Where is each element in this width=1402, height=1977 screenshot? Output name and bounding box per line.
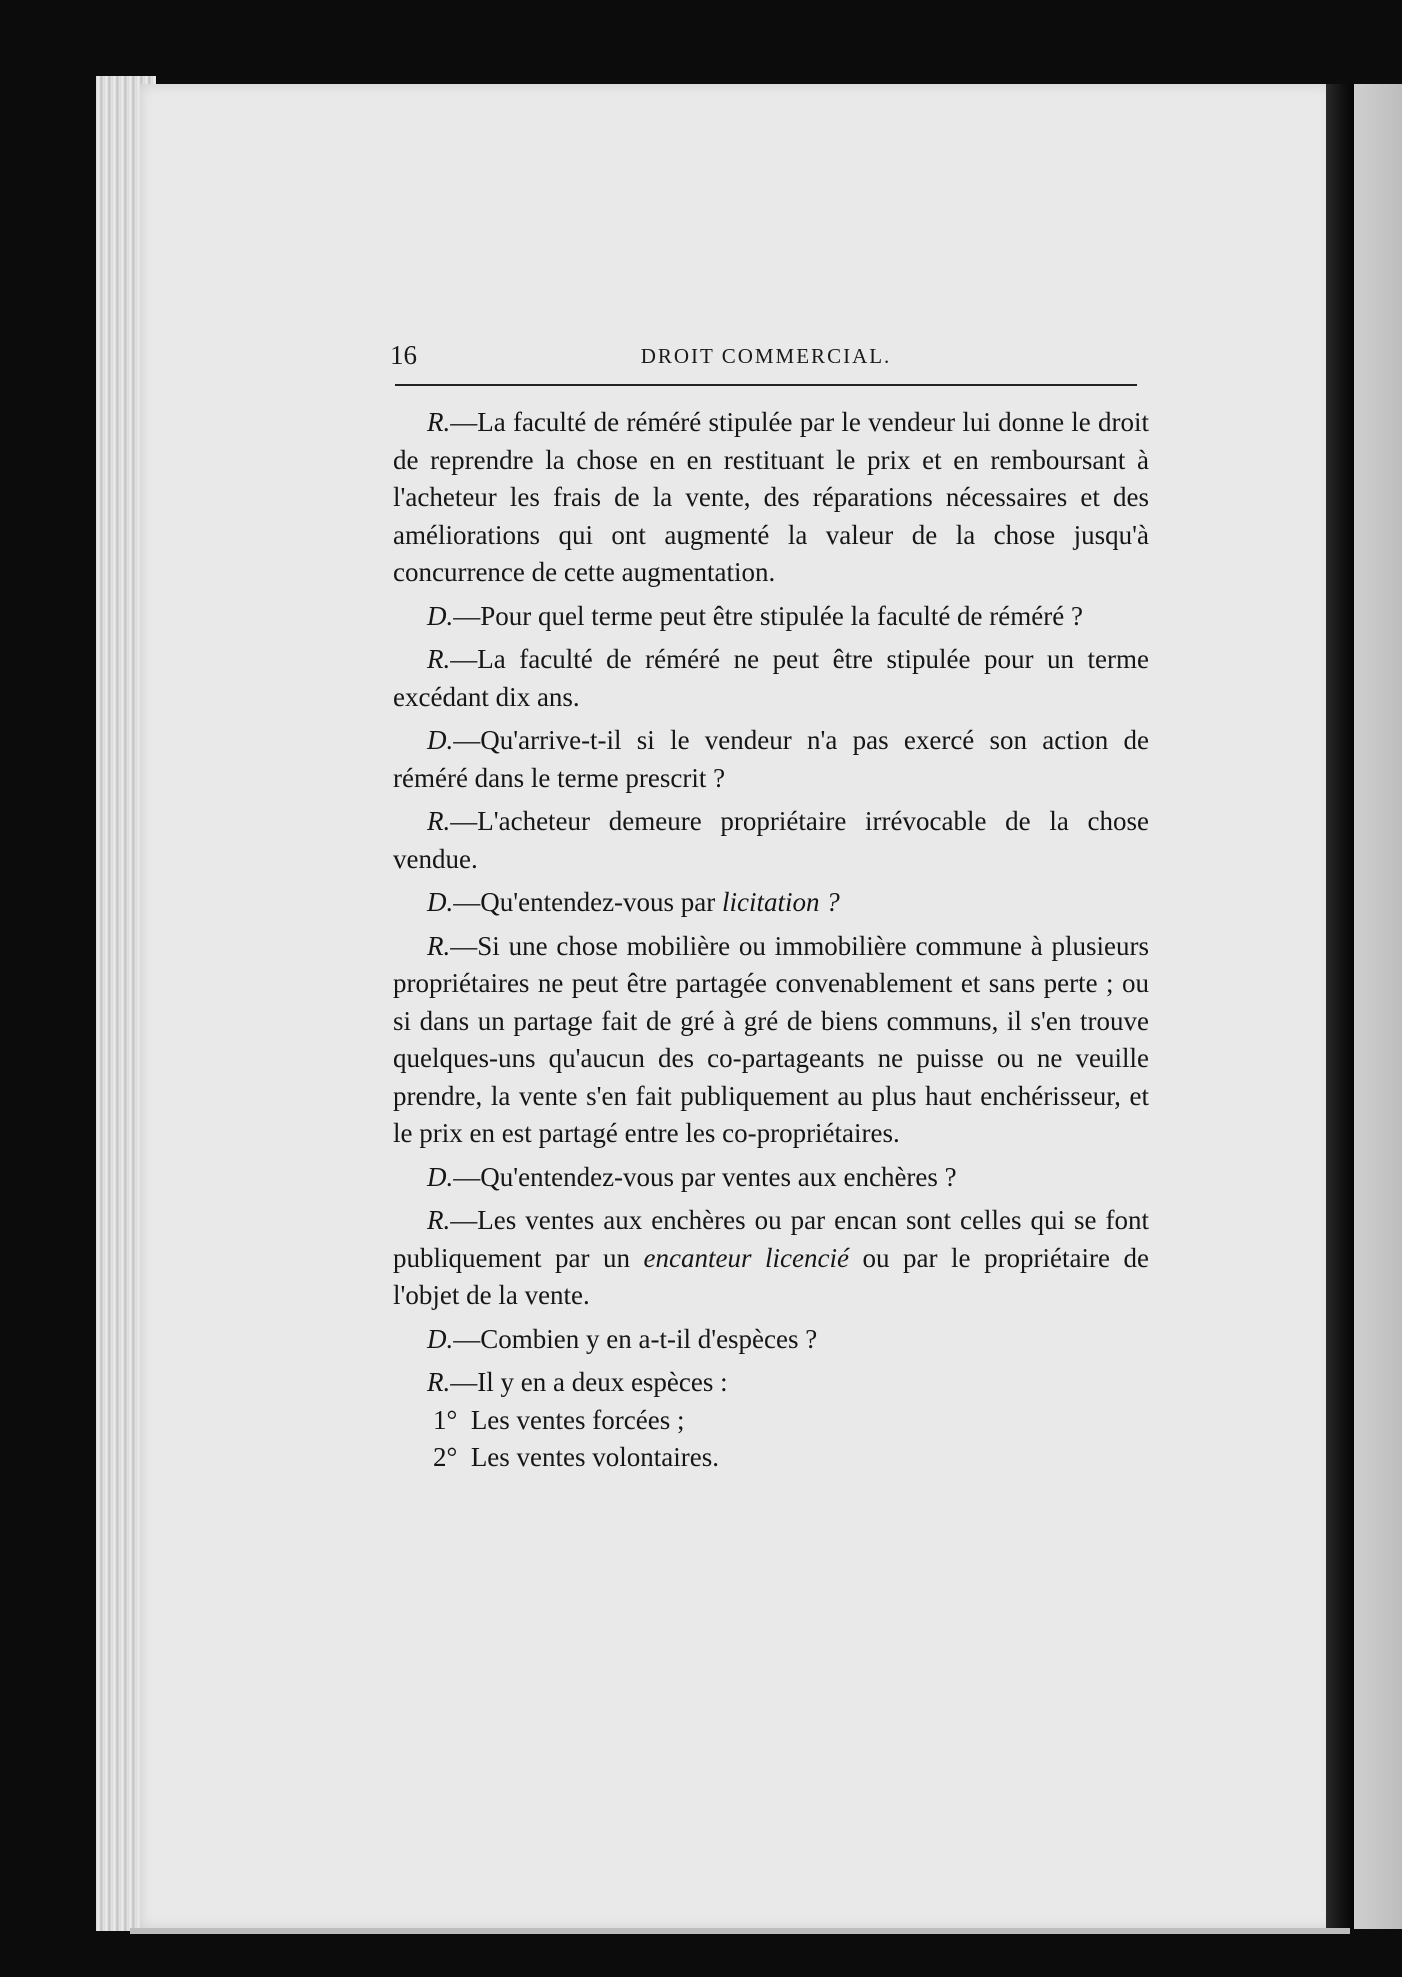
dialogue-paragraph <box>393 641 1149 716</box>
speaker-label: R. <box>427 930 451 961</box>
dialogue-paragraph <box>393 598 1149 636</box>
dialogue-text: —Qu'entendez-vous par ventes aux enchères ? <box>453 1161 957 1192</box>
speaker-label: R. <box>427 806 451 836</box>
dialogue-paragraph <box>393 1321 1149 1359</box>
list-marker: 2° <box>433 1442 458 1472</box>
dialogue-text: —Il y en a deux espèces : <box>450 1367 728 1397</box>
dialogue-text: ou par le propriétaire de l'objet de la vente. <box>393 1242 1150 1310</box>
list-text: Les ventes forcées ; <box>470 1404 685 1435</box>
dialogue-text: —Qu'entendez-vous par <box>453 887 723 917</box>
list-marker: 1° <box>433 1404 458 1435</box>
dialogue-paragraph <box>393 1364 1149 1402</box>
page-bottom-edge <box>130 1928 1350 1934</box>
list-item <box>393 1439 1149 1477</box>
dialogue-text: —La faculté de réméré ne peut être stipulée pour un terme excédant dix ans. <box>393 644 1149 712</box>
facing-page-edge <box>1354 84 1402 1929</box>
list-item <box>393 1402 1149 1440</box>
speaker-label: D. <box>427 1161 454 1192</box>
speaker-label: D. <box>427 725 454 755</box>
page-text <box>393 404 1149 1477</box>
header-rule <box>395 384 1137 386</box>
dialogue-paragraph <box>393 803 1149 878</box>
dialogue-paragraph <box>393 884 1149 922</box>
dialogue-paragraph <box>393 404 1149 592</box>
speaker-label: R. <box>427 1367 451 1397</box>
running-head <box>390 340 1142 380</box>
speaker-label: R. <box>427 1205 451 1235</box>
list-text: Les ventes volontaires. <box>470 1442 719 1472</box>
speaker-label: D. <box>427 1323 454 1354</box>
page-gutter-shadow <box>1326 84 1354 1929</box>
speaker-label: D. <box>427 600 454 631</box>
dialogue-paragraph <box>393 928 1149 1153</box>
italic-term: licitation ? <box>722 887 840 917</box>
speaker-label: R. <box>427 407 451 437</box>
dialogue-text: —La faculté de réméré stipulée par le vendeur lui donne le droit de reprendre la chose en en restituant le prix et en remboursant à l'acheteur les frais de la vente, des réparations nécessaires et des améliorations qui ont augmenté la valeur de la chose jusqu'à concurrence de cette augmentation. <box>393 407 1149 587</box>
dialogue-text: —Les ventes aux enchères ou par encan sont celles qui se font publiquement par un <box>393 1205 1149 1273</box>
dialogue-text: —L'acheteur demeure propriétaire irrévocable de la chose vendue. <box>393 806 1149 874</box>
dialogue-paragraph <box>393 1202 1149 1315</box>
speaker-label: R. <box>427 644 451 674</box>
dialogue-paragraph <box>393 722 1149 797</box>
running-title: DROIT COMMERCIAL. <box>640 344 892 368</box>
dialogue-text: —Pour quel terme peut être stipulée la faculté de réméré ? <box>453 600 1083 631</box>
italic-term: encanteur licencié <box>643 1242 849 1273</box>
dialogue-paragraph <box>393 1159 1149 1197</box>
speaker-label: D. <box>427 887 454 917</box>
dialogue-text: —Combien y en a-t-il d'espèces ? <box>453 1323 818 1354</box>
dialogue-text: —Qu'arrive-t-il si le vendeur n'a pas exercé son action de réméré dans le terme prescrit ? <box>393 725 1149 793</box>
dialogue-text: —Si une chose mobilière ou immobilière commune à plusieurs propriétaires ne peut être partagée convenablement et sans perte ; ou si dans un partage fait de gré à gré de biens communs, il s'en trouve quelques-uns qu'aucun des co-partageants ne puisse ou ne veuille prendre, la vente s'en fait publiquement au plus haut enchérisseur, et le prix en est partagé entre les co-propriétaires. <box>393 930 1149 1148</box>
page-number: 16 <box>390 340 417 370</box>
